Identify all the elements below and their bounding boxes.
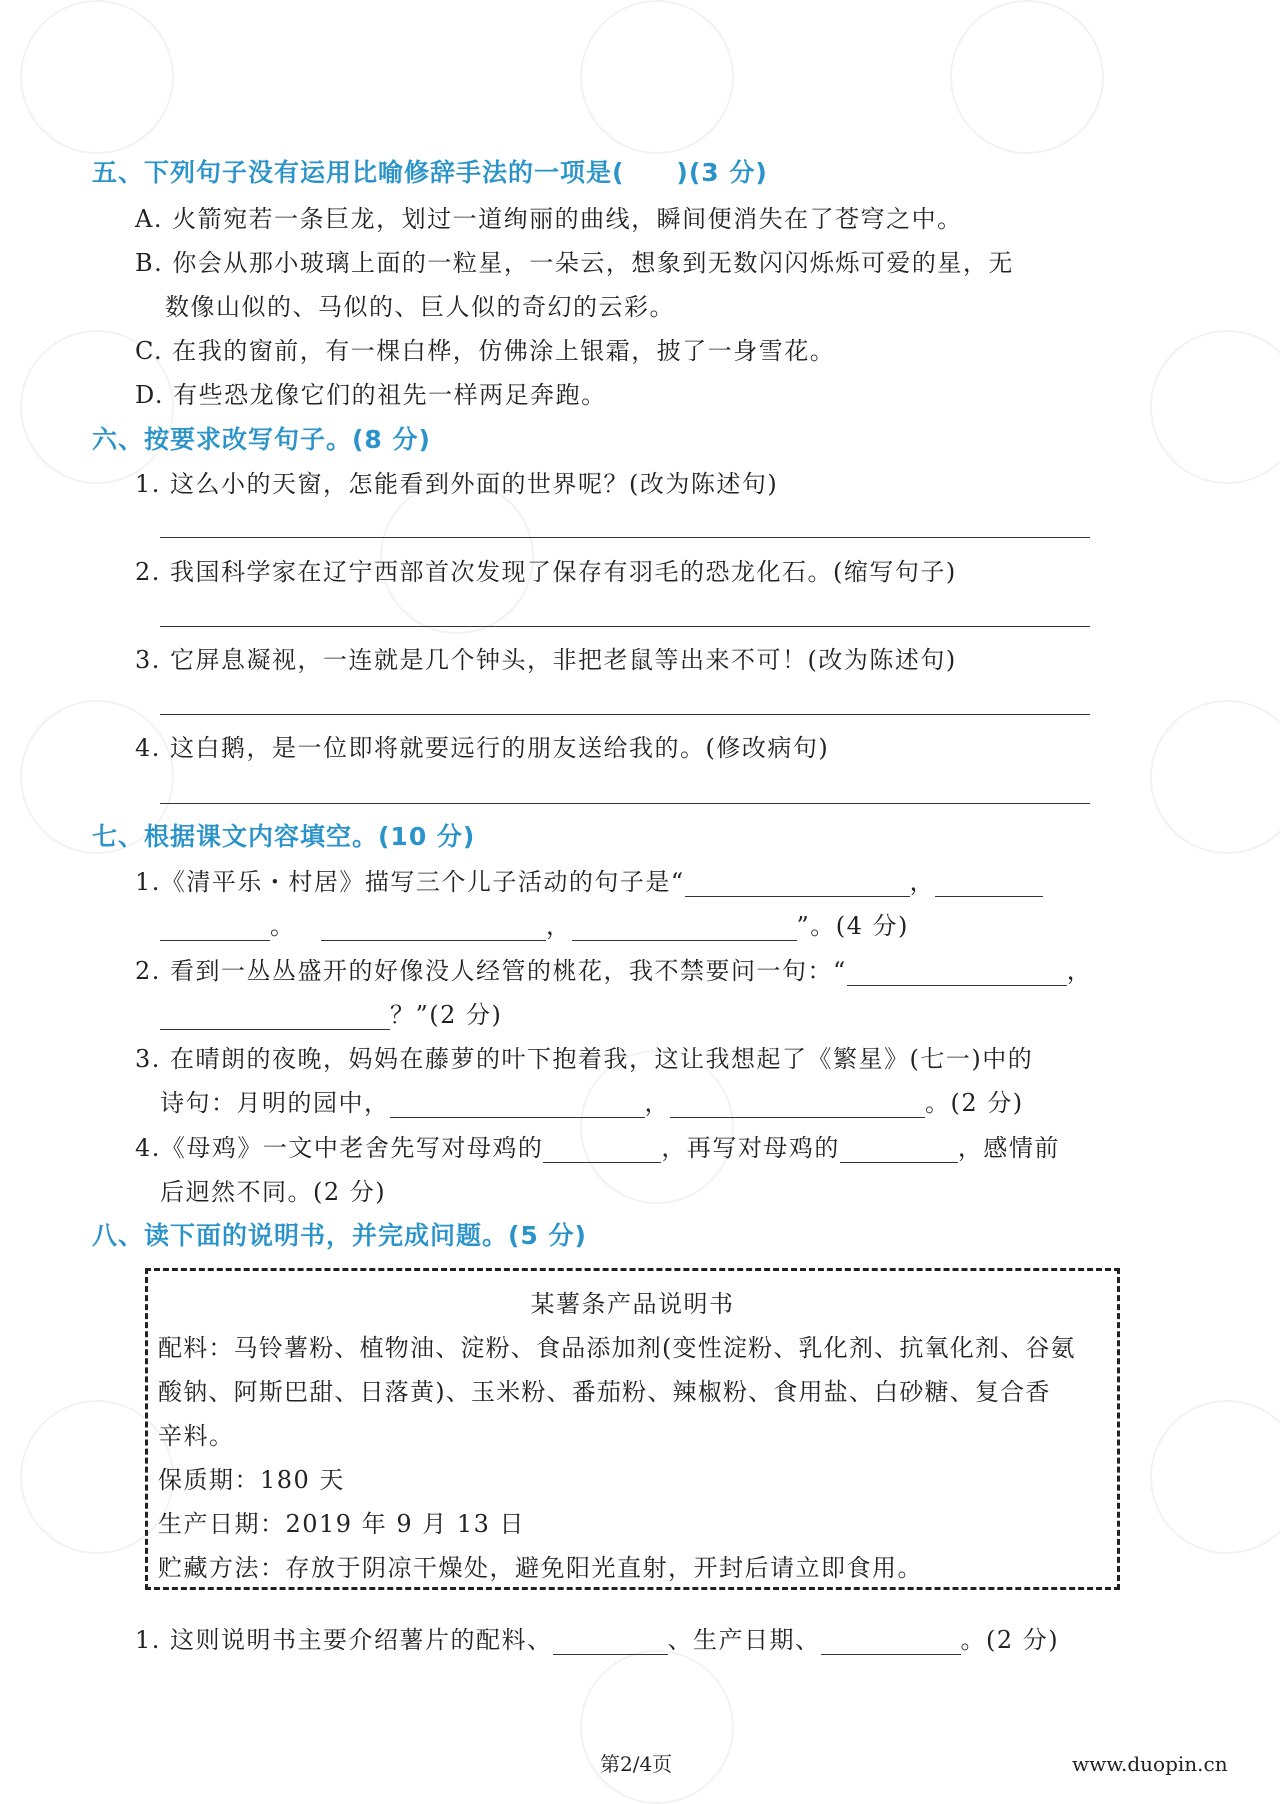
section8-q1-text-c: 。(2 分): [960, 1626, 1060, 1654]
fill-q4-text-c: ，感情前: [957, 1134, 1060, 1162]
fill-q1-line1: [135, 862, 1043, 897]
fill-blank[interactable]: [821, 1630, 961, 1655]
fill-blank[interactable]: [160, 1005, 390, 1030]
answer-line-3[interactable]: [160, 714, 1090, 715]
rewrite-item-1: 1. 这么小的天窗，怎能看到外面的世界呢？(改为陈述句): [135, 470, 779, 498]
fill-blank[interactable]: [685, 872, 910, 897]
fill-q3-text-c: ，: [644, 1089, 670, 1117]
option-d: D. 有些恐龙像它们的祖先一样两足奔跑。: [135, 381, 607, 409]
fill-q3-line2: [160, 1083, 1024, 1118]
fill-blank[interactable]: [572, 916, 797, 941]
watermark-seal: [950, 0, 1104, 154]
fill-q1-text-d: ，: [546, 912, 572, 940]
fill-blank[interactable]: [840, 1138, 958, 1163]
fill-q2-text-c: ？”(2 分): [390, 1001, 503, 1029]
fill-q4-line2: 后迥然不同。(2 分): [160, 1178, 387, 1206]
manual-line-2: 酸钠、阿斯巴甜、日落黄)、玉米粉、番茄粉、辣椒粉、食用盐、白砂糖、复合香: [158, 1378, 1051, 1406]
fill-q3-text-d: 。(2 分): [925, 1089, 1024, 1117]
manual-line-3: 辛料。: [158, 1422, 235, 1450]
fill-blank[interactable]: [160, 916, 270, 941]
option-b-cont: 数像山似的、马似的、巨人似的奇幻的云彩。: [165, 293, 675, 321]
section8-heading: 八、读下面的说明书，并完成问题。(5 分): [92, 1221, 587, 1250]
product-manual-content: [145, 1268, 1120, 1590]
section8-q1-text-a: 1. 这则说明书主要介绍薯片的配料、: [135, 1626, 553, 1654]
manual-line-1: 配料：马铃薯粉、植物油、淀粉、食品添加剂(变性淀粉、乳化剂、抗氧化剂、谷氨: [158, 1334, 1076, 1362]
fill-q2-line2: [160, 995, 502, 1030]
fill-q1-text-a: 1.《清平乐・村居》描写三个儿子活动的句子是“: [135, 868, 685, 896]
fill-q2-text-a: 2. 看到一丛丛盛开的好像没人经管的桃花，我不禁要问一句：“: [135, 957, 847, 985]
answer-line-1[interactable]: [160, 537, 1090, 538]
section6-heading: 六、按要求改写句子。(8 分): [92, 425, 431, 454]
rewrite-item-3: 3. 它屏息凝视，一连就是几个钟头，非把老鼠等出来不可！(改为陈述句): [135, 646, 957, 674]
manual-production-date: 生产日期：2019 年 9 月 13 日: [158, 1510, 526, 1538]
watermark-seal: [580, 1650, 734, 1804]
section8-q1: [135, 1620, 1059, 1655]
manual-title: 某薯条产品说明书: [530, 1290, 735, 1318]
option-a: A. 火箭宛若一条巨龙，划过一道绚丽的曲线，瞬间便消失在了苍穹之中。: [135, 205, 963, 233]
fill-q4-text-b: ，再写对母鸡的: [661, 1134, 840, 1162]
option-c: C. 在我的窗前，有一棵白桦，仿佛涂上银霜，披了一身雪花。: [135, 337, 836, 365]
rewrite-item-2: 2. 我国科学家在辽宁西部首次发现了保存有羽毛的恐龙化石。(缩写句子): [135, 558, 957, 586]
watermark-seal: [1150, 700, 1280, 854]
fill-blank[interactable]: [670, 1093, 925, 1118]
answer-line-2[interactable]: [160, 626, 1090, 627]
site-url: www.duopin.cn: [1072, 1752, 1228, 1776]
fill-q1-text-c: 。: [270, 912, 296, 940]
manual-storage: 贮藏方法：存放于阴凉干燥处，避免阳光直射，开封后请立即食用。: [158, 1554, 923, 1582]
section7-heading: 七、根据课文内容填空。(10 分): [92, 822, 476, 851]
fill-q4-text-a: 4.《母鸡》一文中老舍先写对母鸡的: [135, 1134, 544, 1162]
manual-shelf-life: 保质期：180 天: [158, 1466, 345, 1494]
watermark-seal: [1150, 1400, 1280, 1554]
fill-q1-text-e: ”。(4 分): [796, 912, 909, 940]
fill-q1-text-b: ，: [909, 868, 936, 896]
option-b: B. 你会从那小玻璃上面的一粒星，一朵云，想象到无数闪闪烁烁可爱的星，无: [135, 249, 1014, 277]
fill-blank[interactable]: [847, 961, 1067, 986]
watermark-seal: [1150, 330, 1280, 484]
rewrite-item-4: 4. 这白鹅，是一位即将就要远行的朋友送给我的。(修改病句): [135, 734, 830, 762]
section8-q1-text-b: 、生产日期、: [667, 1626, 821, 1654]
fill-blank[interactable]: [321, 916, 546, 941]
watermark-seal: [20, 0, 174, 154]
fill-q2-text-b: ，: [1066, 957, 1093, 985]
section5-heading: 五、下列句子没有运用比喻修辞手法的一项是( )(3 分): [92, 158, 768, 187]
fill-blank[interactable]: [935, 872, 1043, 897]
fill-q4-line1: [135, 1128, 1060, 1163]
fill-blank[interactable]: [390, 1093, 645, 1118]
fill-q2-line1: [135, 951, 1092, 986]
fill-q3-text-b: 诗句：月明的园中，: [160, 1089, 390, 1117]
fill-blank[interactable]: [543, 1138, 661, 1163]
page-number: 第2/4页: [600, 1752, 673, 1776]
fill-blank[interactable]: [553, 1630, 668, 1655]
fill-q3-line1: 3. 在晴朗的夜晚，妈妈在藤萝的叶下抱着我，这让我想起了《繁星》(七一)中的: [135, 1045, 1034, 1073]
fill-q1-line2: [160, 906, 909, 941]
watermark-seal: [580, 0, 734, 154]
answer-line-4[interactable]: [160, 803, 1090, 804]
